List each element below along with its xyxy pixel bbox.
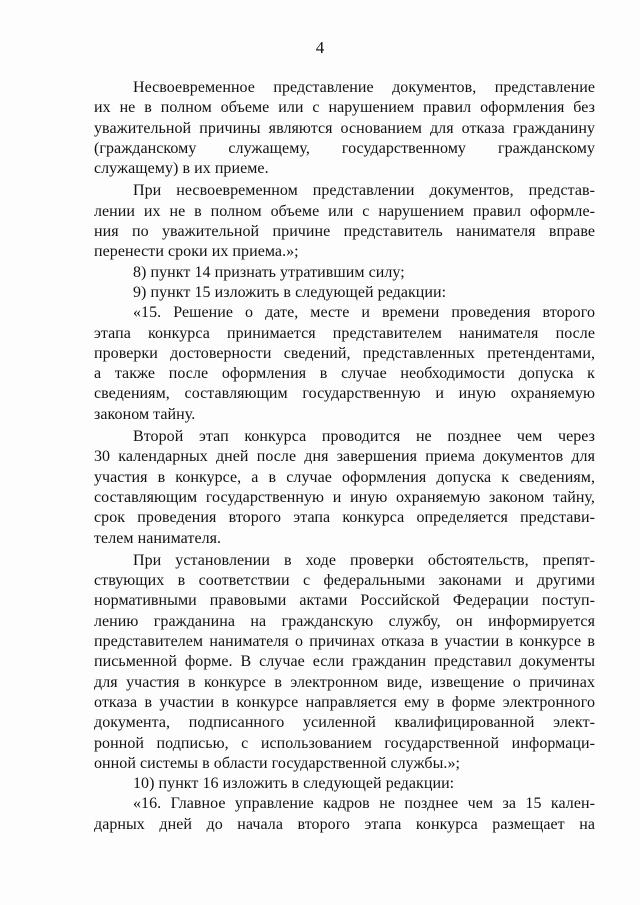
text-line: телем нанимателя. <box>94 529 222 547</box>
text-line: «15. Решение о дате, месте и времени проведения второго <box>133 304 595 322</box>
text-line: ствующих в соответствии с федеральными законами и другими <box>94 572 595 590</box>
text-line: письменной форме. В случае если гражданин представил документы <box>94 653 595 671</box>
text-line: этапа конкурса принимается представителем нанимателя после <box>94 324 595 342</box>
text-line: онной системы в области государственной службы.»; <box>94 754 460 772</box>
text-line: законом тайну. <box>94 405 196 423</box>
text-line: Второй этап конкурса проводится не позднее чем через <box>133 428 595 446</box>
paragraph <box>94 774 595 794</box>
text-line: а также после оформления в случае необходимости допуска к <box>94 365 595 383</box>
text-line: уважительной причины являются основанием для отказа гражданину <box>94 119 595 137</box>
text-line: нормативными правовыми актами Российской Федерации поступ- <box>94 592 595 610</box>
text-line: их не в полном объеме или с нарушением правил оформления без <box>94 99 595 117</box>
text-line: При несвоевременном представлении документов, представ- <box>133 182 595 200</box>
text-line: 30 календарных дней после дня завершения приема документов для <box>94 448 595 466</box>
text-line: срок проведения второго этапа конкурса определяется представи- <box>94 509 595 527</box>
text-line: 8) пункт 14 признать утратившим силу; <box>133 263 405 281</box>
paragraph <box>94 263 595 283</box>
text-line: дарных дней до начала второго этапа конкурса размещает на <box>94 815 595 833</box>
text-line: перенести сроки их приема.»; <box>94 243 299 261</box>
text-line: служащему) в их приеме. <box>94 160 269 178</box>
document-body <box>94 78 595 835</box>
text-line: составляющим государственную и иную охраняемую законом тайну, <box>94 488 595 506</box>
text-line: (гражданскому служащему, государственному гражданскому <box>94 139 595 157</box>
text-line: проверки достоверности сведений, представленных претендентами, <box>94 344 595 362</box>
paragraph <box>94 303 595 425</box>
paragraph <box>94 427 595 549</box>
text-line: При установлении в ходе проверки обстоятельств, препят- <box>133 551 595 569</box>
text-line: сведениям, составляющим государственную и иную охраняемую <box>94 385 595 403</box>
text-line: Несвоевременное представление документов, представление <box>133 79 595 96</box>
text-line: для участия в конкурсе в электронном виде, извещение о причинах <box>94 673 595 691</box>
page-number: 4 <box>315 38 325 57</box>
paragraph <box>94 181 595 262</box>
text-line: представителем нанимателя о причинах отказа в участии в конкурсе в <box>94 633 595 651</box>
paragraph <box>94 551 595 774</box>
paragraph <box>94 78 595 179</box>
paragraph <box>94 794 595 835</box>
text-line: лении их не в полном объеме или с нарушением правил оформле- <box>94 202 595 220</box>
text-line: документа, подписанного усиленной квалифицированной элект- <box>94 714 595 732</box>
text-line: участия в конкурсе, а в случае оформления допуска к сведениям, <box>94 468 595 486</box>
text-line: ния по уважительной причине представитель нанимателя вправе <box>94 223 595 241</box>
text-line: отказа в участии в конкурсе направляется ему в форме электронного <box>94 693 595 711</box>
text-line: 9) пункт 15 изложить в следующей редакции: <box>133 283 447 301</box>
text-line: ронной подписью, с использованием государственной информаци- <box>94 734 595 752</box>
paragraph <box>94 283 595 303</box>
text-line: «16. Главное управление кадров не позднее чем за 15 кален- <box>133 795 595 813</box>
text-line: 10) пункт 16 изложить в следующей редакции: <box>133 775 455 793</box>
text-line: лению гражданина на гражданскую службу, он информируется <box>94 612 595 630</box>
